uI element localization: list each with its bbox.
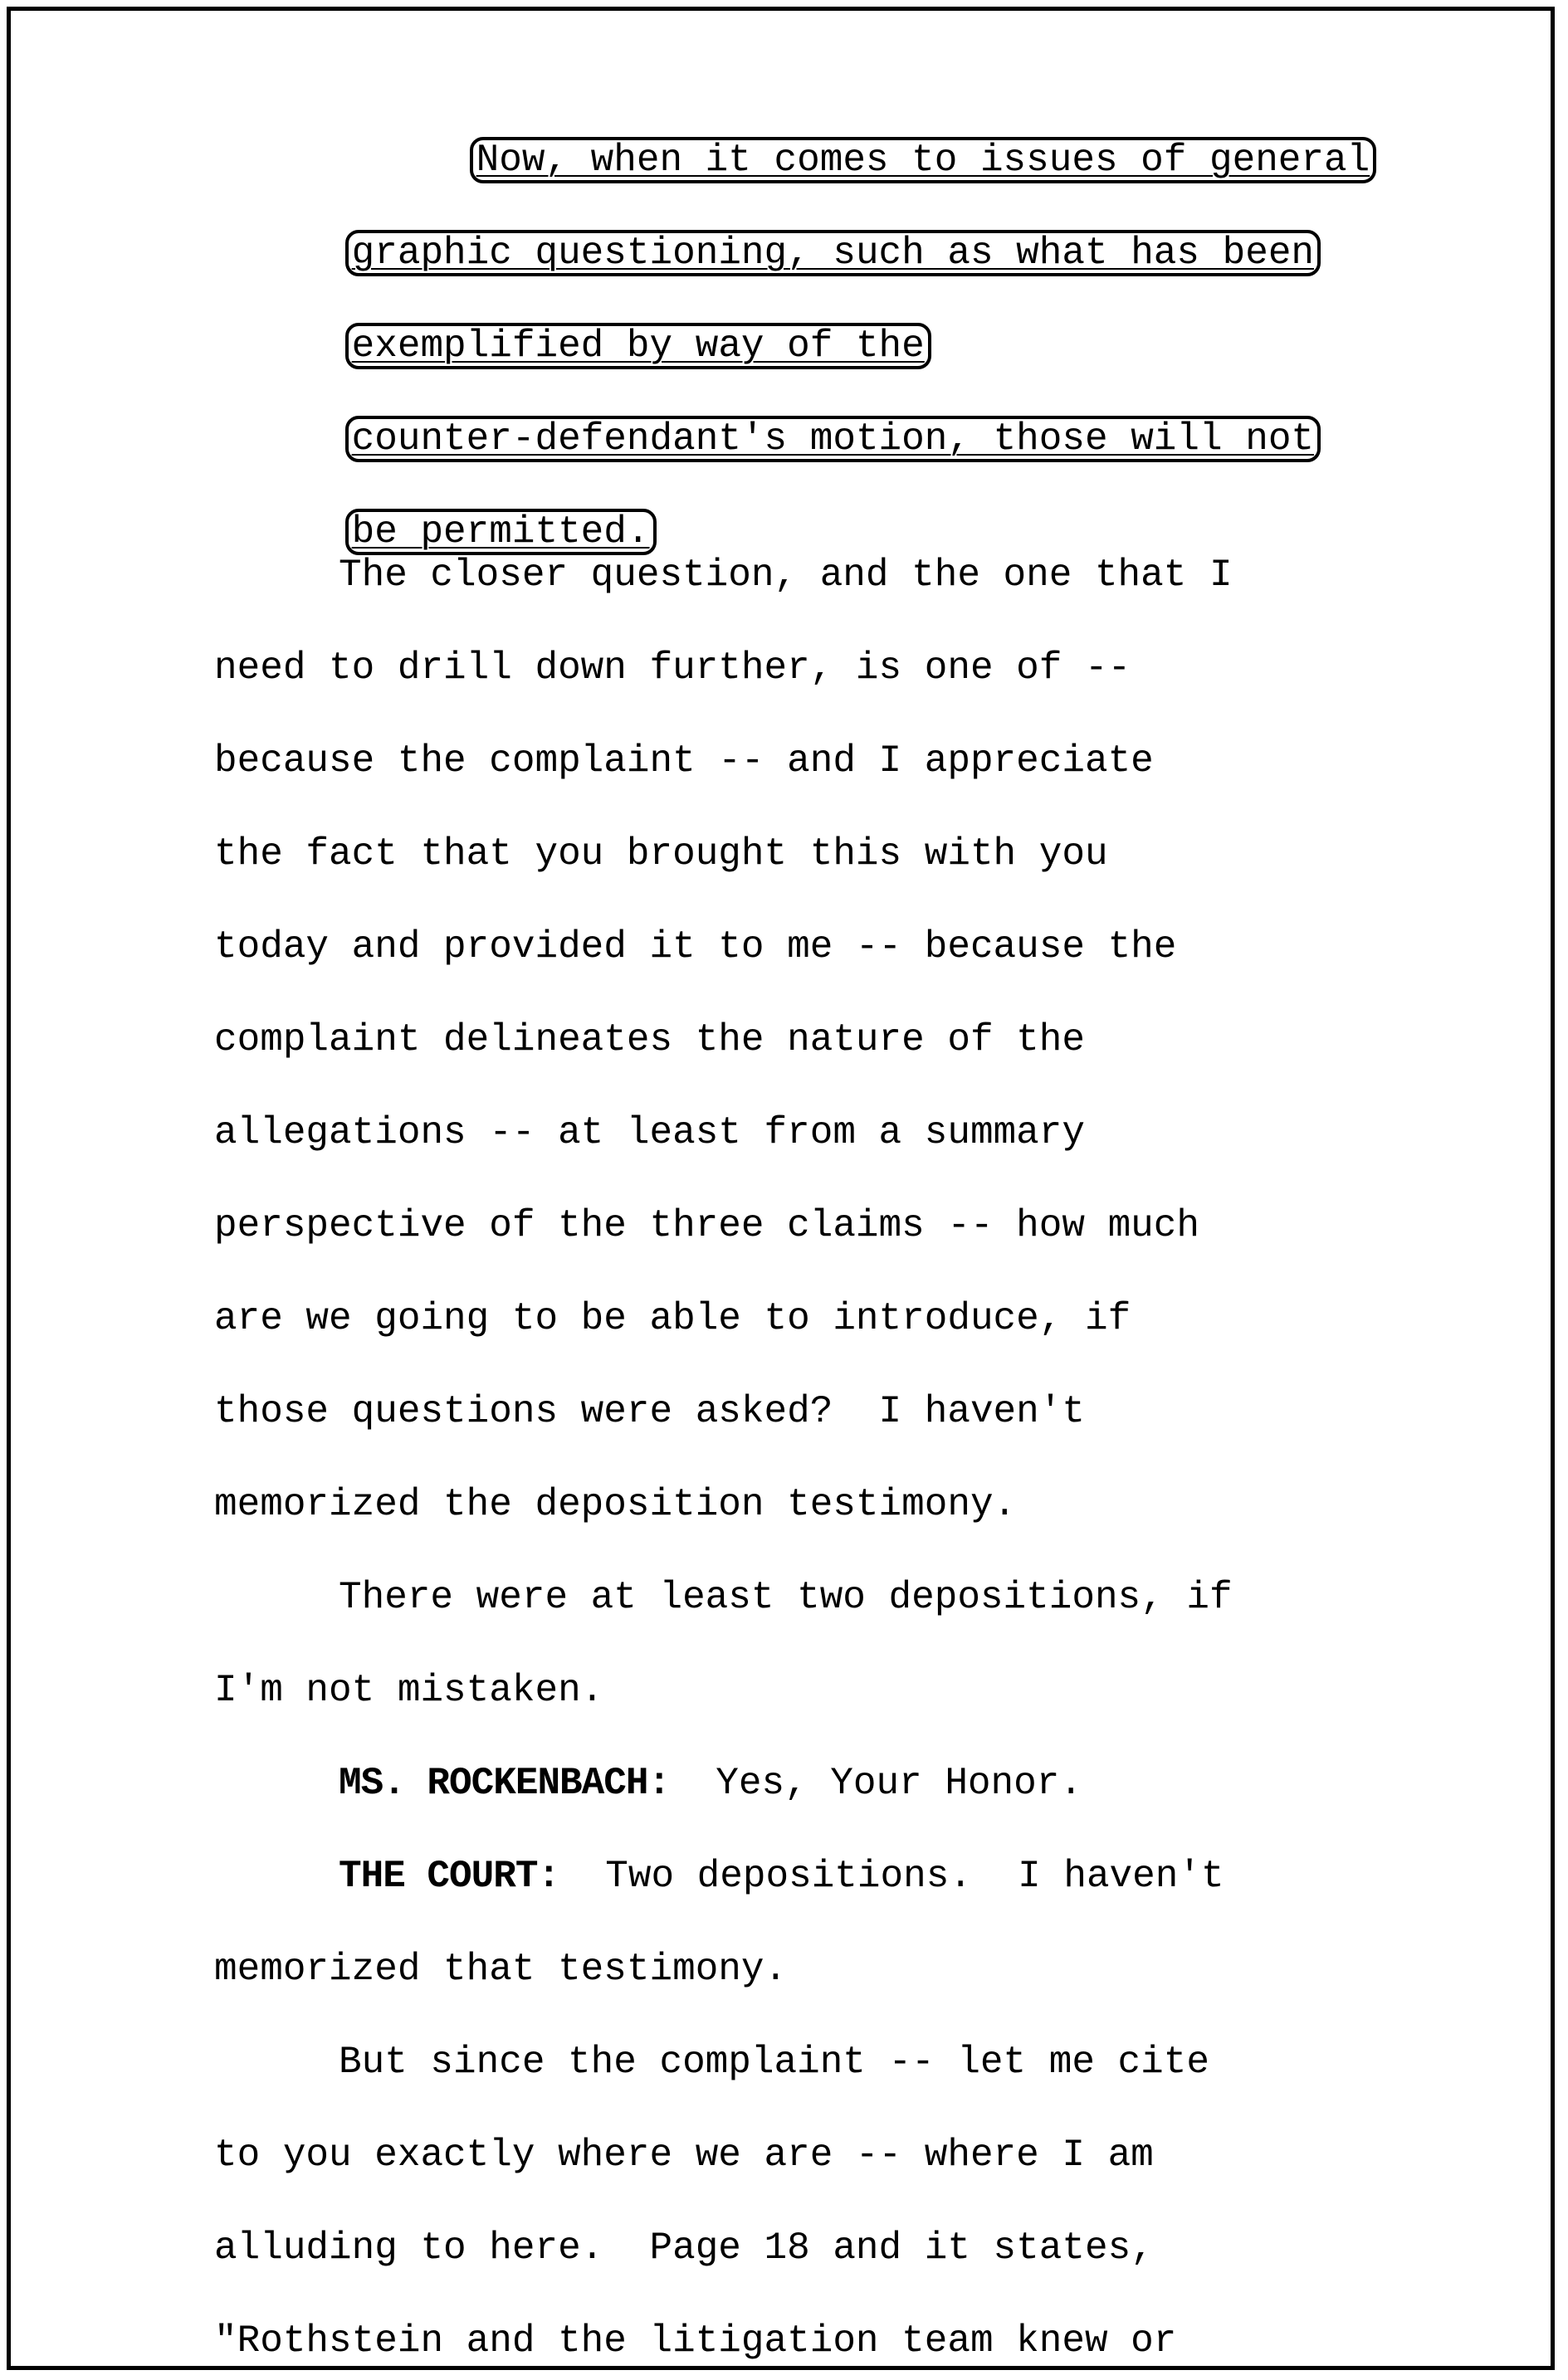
transcript-line: The closer question, and the one that I: [339, 554, 1233, 597]
transcript-line: [339, 85, 1376, 182]
transcript-line: [214, 271, 931, 368]
highlighted-text: exemplified by way of the: [345, 323, 931, 369]
transcript-line: I'm not mistaken.: [214, 1669, 604, 1712]
transcript-line: There were at least two depositions, if: [339, 1576, 1233, 1619]
transcript-line: complaint delineates the nature of the: [214, 1018, 1085, 1061]
dialogue-text: Yes, Your Honor.: [670, 1762, 1082, 1805]
speaker-label: MS. ROCKENBACH:: [339, 1762, 671, 1805]
transcript-line: perspective of the three claims -- how much: [214, 1204, 1199, 1247]
transcript-line: are we going to be able to introduce, if: [214, 1297, 1131, 1340]
transcript-body: [11, 11, 1551, 2366]
transcript-line: alluding to here. Page 18 and it states,: [214, 2226, 1154, 2270]
transcript-line: [214, 364, 1321, 461]
transcript-line: because the complaint -- and I appreciate: [214, 739, 1154, 783]
transcript-line: "Rothstein and the litigation team knew or: [214, 2319, 1177, 2363]
transcript-line: to you exactly where we are -- where I am: [214, 2134, 1154, 2177]
dialogue-text: Two depositions. I haven't: [559, 1855, 1224, 1898]
dialogue-line: [339, 1851, 1224, 1901]
transcript-line: memorized that testimony.: [214, 1948, 788, 1991]
transcript-line: those questions were asked? I haven't: [214, 1390, 1085, 1433]
speaker-label: THE COURT:: [339, 1855, 560, 1898]
highlighted-text: graphic questioning, such as what has been: [345, 230, 1321, 276]
highlighted-text: counter-defendant's motion, those will not: [345, 416, 1321, 462]
dialogue-line: [339, 1758, 1082, 1808]
transcript-line: [214, 457, 657, 554]
transcript-line: But since the complaint -- let me cite: [339, 2041, 1209, 2084]
highlighted-text: Now, when it comes to issues of general: [470, 137, 1377, 183]
transcript-page: [7, 7, 1555, 2370]
transcript-line: memorized the deposition testimony.: [214, 1483, 1017, 1526]
transcript-line: the fact that you brought this with you: [214, 832, 1108, 875]
highlighted-text: be permitted.: [345, 509, 657, 555]
transcript-line: need to drill down further, is one of --: [214, 646, 1131, 690]
transcript-line: allegations -- at least from a summary: [214, 1111, 1085, 1154]
transcript-line: today and provided it to me -- because the: [214, 925, 1177, 968]
transcript-line: [214, 178, 1321, 275]
